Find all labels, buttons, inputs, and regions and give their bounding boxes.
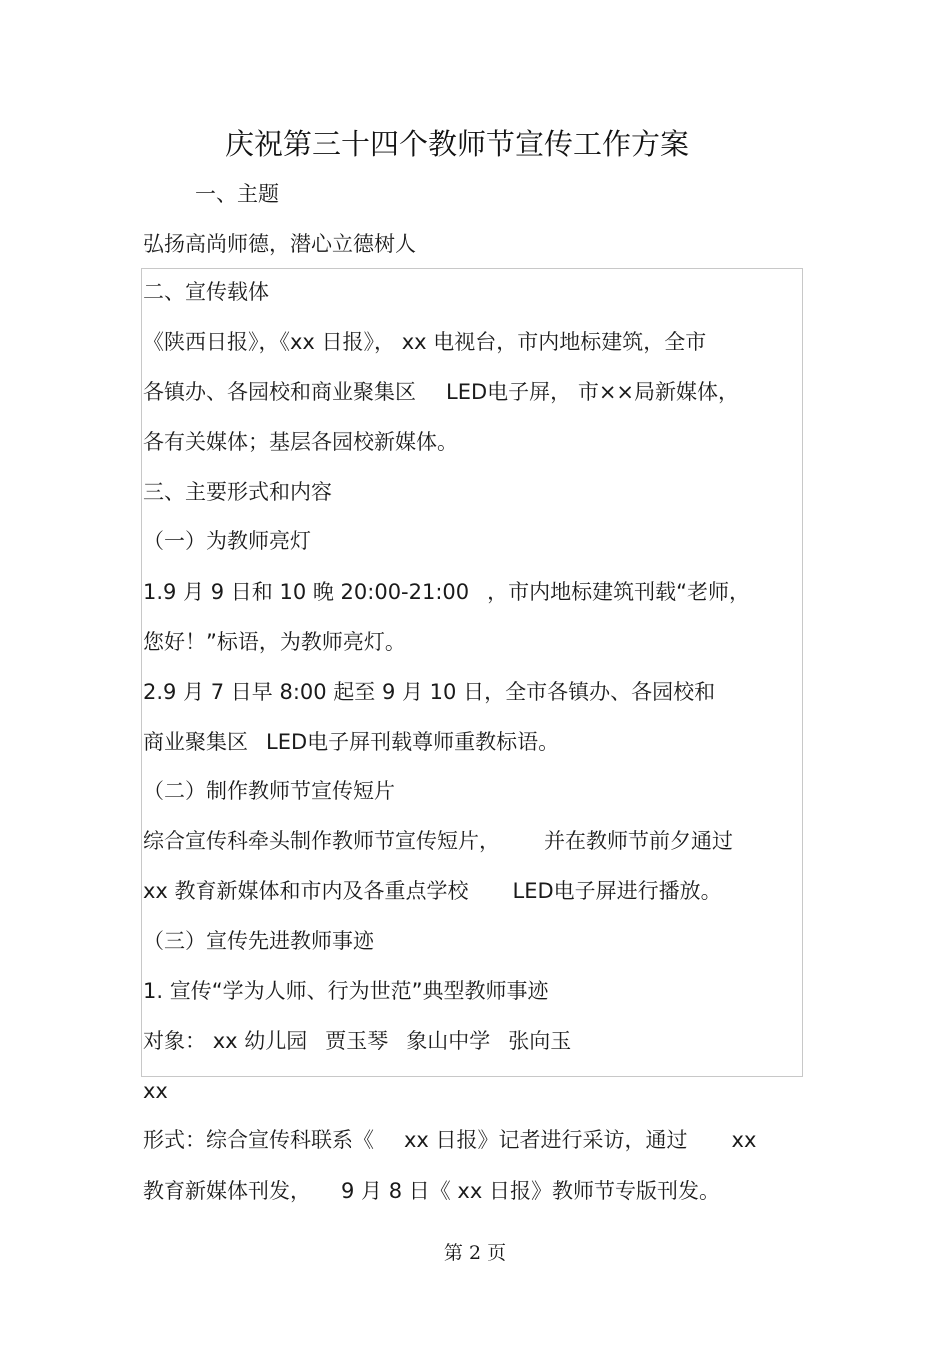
form-line1 — [143, 1126, 756, 1154]
item2-line2-part1: 商业聚集区 — [143, 730, 248, 754]
target-label: 对象： — [143, 1029, 206, 1053]
target-line — [143, 1027, 571, 1055]
item1-line1-part2: ，市内地标建筑刊载“老师， — [487, 580, 751, 604]
target-teacher-1: 贾玉琴 — [325, 1029, 389, 1053]
section2-line2-part2: LED电子屏， 市××局新媒体， — [446, 380, 740, 404]
section2-heading: 二、宣传载体 — [143, 280, 269, 304]
section2-line3: 各有关媒体；基层各园校新媒体。 — [143, 430, 458, 454]
sub3-heading: （三）宣传先进教师事迹 — [143, 929, 374, 953]
sub2-heading: （二）制作教师节宣传短片 — [143, 779, 395, 803]
item2-line2 — [143, 728, 559, 756]
target-teacher-2: 张向玉 — [508, 1029, 572, 1053]
document-title: 庆祝第三十四个教师节宣传工作方案 — [224, 127, 689, 161]
item1-line2: 您好！”标语，为教师亮灯。 — [143, 630, 406, 654]
sub1-heading: （一）为教师亮灯 — [143, 529, 311, 553]
section1-heading: 一、主题 — [195, 182, 279, 206]
sub2-line2-part1: xx 教育新媒体和市内及各重点学校 — [143, 879, 469, 903]
target-school-2: 象山中学 — [406, 1029, 491, 1053]
form-line2 — [143, 1177, 720, 1205]
item1-line1 — [143, 578, 750, 606]
form-line2-part1: 教育新媒体刊发， — [143, 1179, 311, 1203]
item2-line1: 2.9 月 7 日早 8:00 起至 9 月 10 日，全市各镇办、各园校和 — [143, 680, 716, 704]
form-line1-part2: xx 日报》记者进行采访，通过 — [404, 1128, 688, 1152]
form-line1-part3: xx — [731, 1128, 757, 1152]
sub2-line1-part2: 并在教师节前夕通过 — [544, 829, 733, 853]
form-line2-part2: 9 月 8 日《 xx 日报》教师节专版刊发。 — [341, 1179, 720, 1203]
item2-line2-part2: LED电子屏刊载尊师重教标语。 — [266, 730, 560, 754]
target-school-1: xx 幼儿园 — [212, 1029, 308, 1053]
sub2-line2 — [143, 877, 722, 905]
section1-text: 弘扬高尚师德，潜心立德树人 — [143, 232, 416, 256]
item1-line1-part1: 1.9 月 9 日和 10 晚 20:00-21:00 — [143, 580, 470, 604]
target-continuation: xx — [143, 1079, 168, 1103]
sub3-item1: 1. 宣传“学为人师、行为世范”典型教师事迹 — [143, 979, 549, 1003]
section2-line2-part1: 各镇办、各园校和商业聚集区 — [143, 380, 416, 404]
page-number: 第 2 页 — [443, 1242, 507, 1264]
sub2-line1-part1: 综合宣传科牵头制作教师节宣传短片， — [143, 829, 500, 853]
section2-line2 — [143, 378, 739, 406]
sub2-line1 — [143, 827, 733, 855]
section2-line1: 《陕西日报》，《xx 日报》， xx 电视台，市内地标建筑，全市 — [143, 330, 707, 354]
sub2-line2-part2: LED电子屏进行播放。 — [512, 879, 722, 903]
section3-heading: 三、主要形式和内容 — [143, 480, 332, 504]
form-line1-part1: 形式：综合宣传科联系《 — [143, 1128, 374, 1152]
